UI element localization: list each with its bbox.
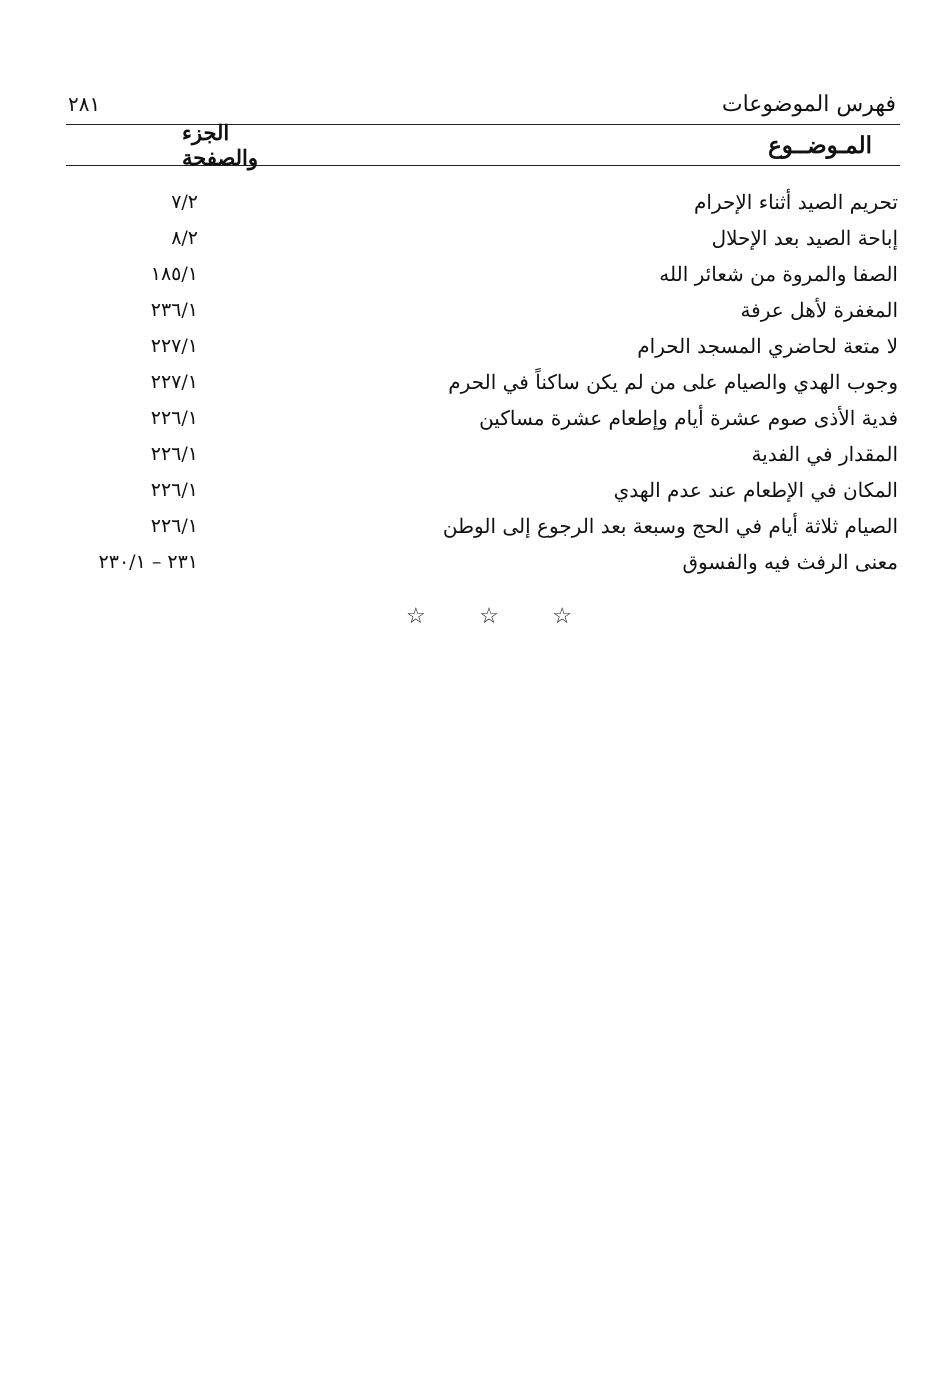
entry-topic: لا متعة لحاضري المسجد الحرام <box>637 334 898 358</box>
entry-topic: المغفرة لأهل عرفة <box>740 298 898 322</box>
column-header-row <box>66 120 900 170</box>
entry-reference-cell <box>66 479 300 501</box>
entry-reference-cell <box>66 443 300 465</box>
entry-reference-cell <box>66 407 300 429</box>
index-entry <box>66 292 900 328</box>
index-entry <box>66 220 900 256</box>
entry-reference: ١٨٥/١ <box>150 263 198 285</box>
index-entry <box>66 364 900 400</box>
entry-reference: ٨/٢ <box>171 227 198 249</box>
entry-reference: ٢٢٦/١ <box>150 407 198 429</box>
topic-column-header: المـوضــوع <box>768 131 872 159</box>
index-entry <box>66 256 900 292</box>
index-entry <box>66 184 900 220</box>
entry-reference: ٢٢٧/١ <box>150 335 198 357</box>
star-icon: ☆ <box>552 604 572 629</box>
index-entry <box>66 472 900 508</box>
star-icon: ☆ <box>479 604 499 629</box>
entry-topic: تحريم الصيد أثناء الإحرام <box>694 190 898 214</box>
entry-reference-cell <box>66 191 300 213</box>
index-entry <box>66 544 900 580</box>
entry-reference: ٢٢٦/١ <box>150 515 198 537</box>
entry-reference-cell <box>66 299 300 321</box>
star-icon: ☆ <box>406 604 426 629</box>
entry-reference-cell <box>66 227 300 249</box>
entry-reference-cell <box>66 515 300 537</box>
section-end-ornament <box>406 603 572 631</box>
entry-reference: ٢٢٧/١ <box>150 371 198 393</box>
entry-reference-cell <box>66 551 300 573</box>
entry-reference: ٢٣٦/١ <box>150 299 198 321</box>
entry-topic: الصفا والمروة من شعائر الله <box>659 262 898 286</box>
reference-column-header-cell <box>66 120 300 170</box>
entry-topic: وجوب الهدي والصيام على من لم يكن ساكناً في الحرم <box>448 370 898 394</box>
entry-reference: ٢٢٦/١ <box>150 443 198 465</box>
index-page <box>66 92 900 580</box>
page-number: ٢٨١ <box>68 92 101 116</box>
running-title: فهرس الموضوعات <box>721 92 896 117</box>
index-entry <box>66 328 900 364</box>
entry-topic: المقدار في الفدية <box>751 442 898 466</box>
entry-reference-cell <box>66 263 300 285</box>
index-entry <box>66 508 900 544</box>
reference-column-header: الجزء والصفحة <box>182 120 259 170</box>
entry-reference: ٧/٢ <box>171 191 198 213</box>
entry-topic: الصيام ثلاثة أيام في الحج وسبعة بعد الرجوع إلى الوطن <box>442 514 898 538</box>
entry-reference-cell <box>66 371 300 393</box>
index-entry <box>66 400 900 436</box>
entry-reference: ٢٣١ – ٢٣٠/١ <box>98 551 198 573</box>
entry-reference-cell <box>66 335 300 357</box>
entry-topic: إباحة الصيد بعد الإحلال <box>711 226 898 250</box>
index-entries <box>66 184 900 580</box>
entry-topic: فدية الأذى صوم عشرة أيام وإطعام عشرة مساكين <box>479 406 898 430</box>
entry-topic: معنى الرفث فيه والفسوق <box>682 550 898 574</box>
index-entry <box>66 436 900 472</box>
entry-topic: المكان في الإطعام عند عدم الهدي <box>613 478 898 502</box>
entry-reference: ٢٢٦/١ <box>150 479 198 501</box>
